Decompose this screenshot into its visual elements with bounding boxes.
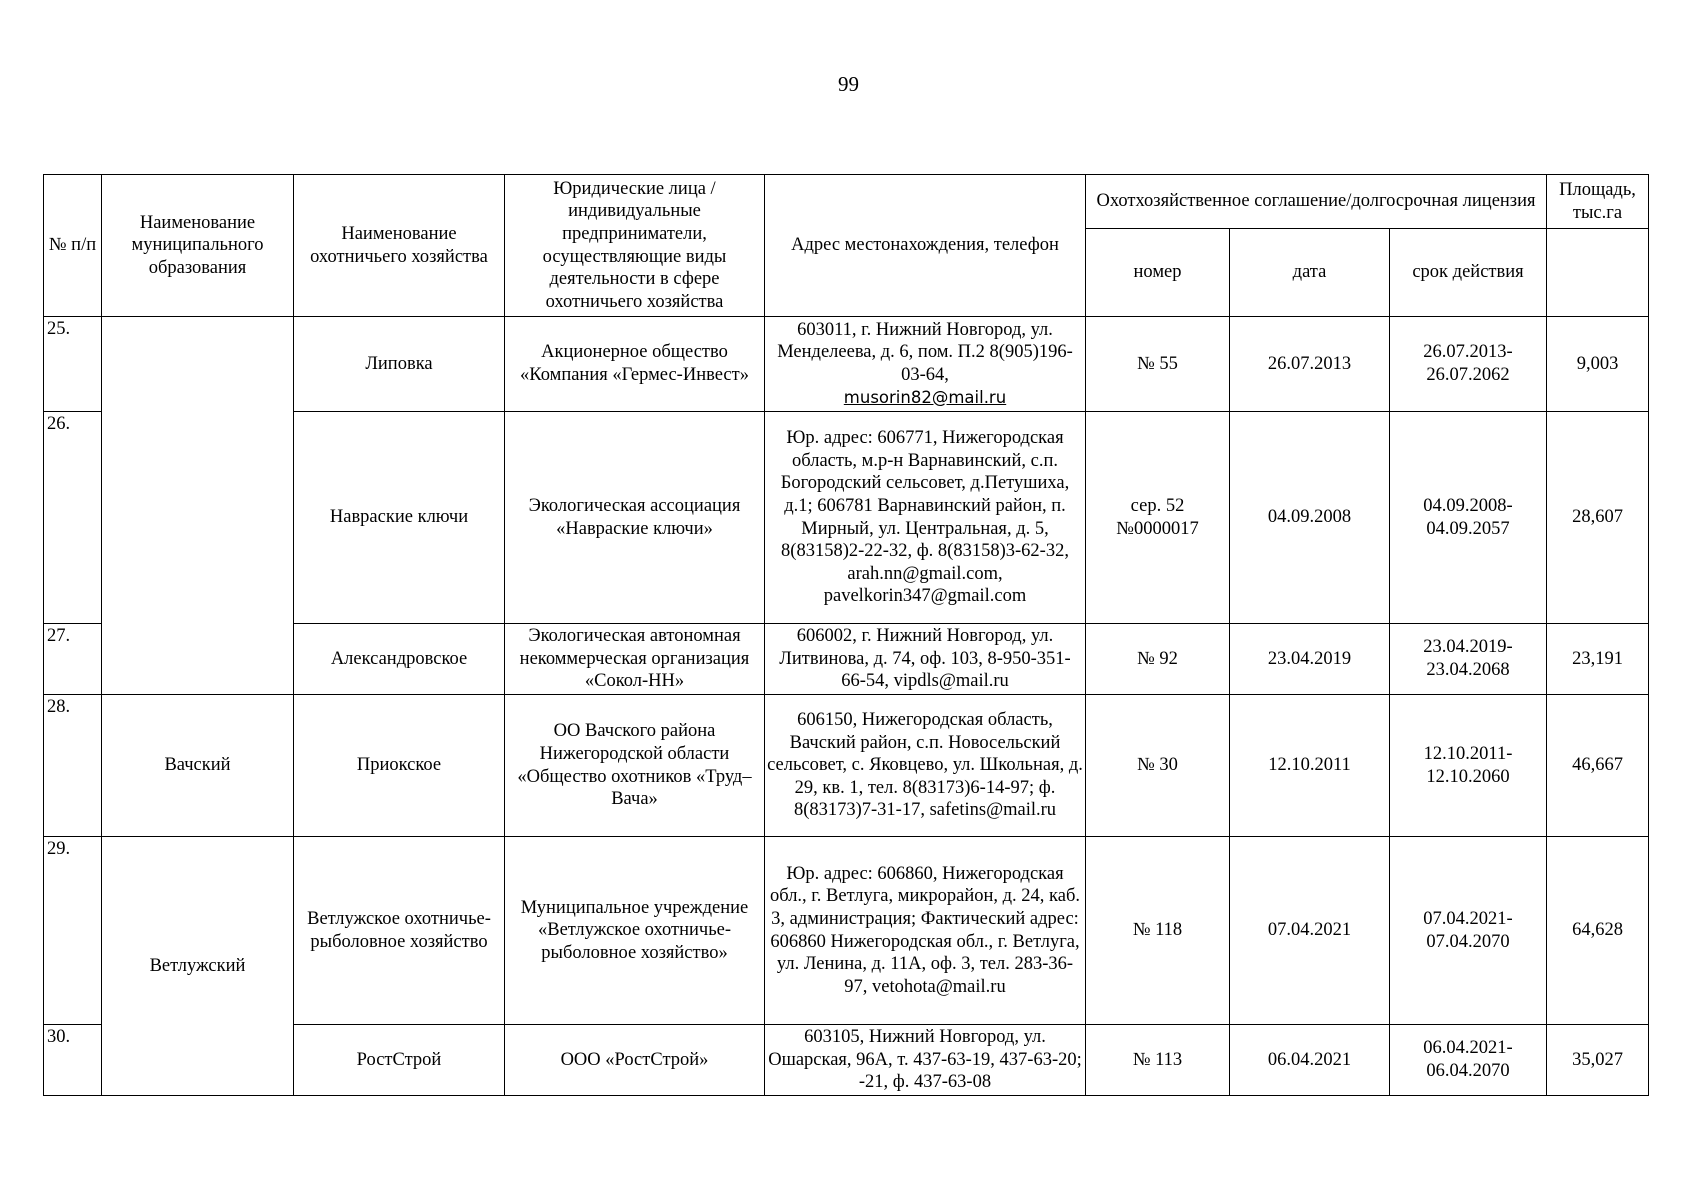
hunting-ground-cell: Александровское	[294, 624, 505, 695]
agreement-number-cell: № 113	[1086, 1025, 1230, 1096]
area-cell: 64,628	[1547, 837, 1649, 1025]
row-num: 28.	[44, 695, 102, 837]
validity-cell: 23.04.2019-23.04.2068	[1390, 624, 1547, 695]
agreement-number-cell: № 92	[1086, 624, 1230, 695]
legal-entity-cell: ОО Вачского района Нижегородской области «Общество охотников «Труд–Вача»	[505, 695, 765, 837]
municipality-cell: Вачский	[102, 695, 294, 837]
address-text: 603011, г. Нижний Новгород, ул. Менделеева, д. 6, пом. П.2 8(905)196-03-64,	[777, 319, 1073, 385]
area-cell: 35,027	[1547, 1025, 1649, 1096]
agreement-date-cell: 23.04.2019	[1230, 624, 1390, 695]
address-cell: 606002, г. Нижний Новгород, ул. Литвинова, д. 74, оф. 103, 8-950-351-66-54, vipdls@mail.ru	[765, 624, 1086, 695]
address-cell: Юр. адрес: 606860, Нижегородская обл., г. Ветлуга, микрорайон, д. 24, каб. 3, администрация; Фактический адрес: 606860 Нижегородская обл., г. Ветлуга, ул. Ленина, д. 11А, оф. 3, тел. 283-36-97, vetohota@mail.ru	[765, 837, 1086, 1025]
header-municipality: Наименование муниципального образования	[102, 175, 294, 317]
validity-cell: 12.10.2011-12.10.2060	[1390, 695, 1547, 837]
legal-entity-cell: Экологическая автономная некоммерческая организация «Сокол-НН»	[505, 624, 765, 695]
agreement-date-cell: 07.04.2021	[1230, 837, 1390, 1025]
municipality-cell	[102, 317, 294, 695]
area-cell: 46,667	[1547, 695, 1649, 837]
hunting-ground-cell: Навраские ключи	[294, 412, 505, 624]
table-row	[44, 317, 1649, 412]
header-area-blank	[1547, 229, 1649, 317]
area-cell: 23,191	[1547, 624, 1649, 695]
agreement-date-cell: 06.04.2021	[1230, 1025, 1390, 1096]
agreement-number-cell: № 30	[1086, 695, 1230, 837]
hunting-grounds-table	[43, 174, 1649, 1096]
validity-cell: 04.09.2008-04.09.2057	[1390, 412, 1547, 624]
address-cell: Юр. адрес: 606771, Нижегородская область, м.р-н Варнавинский, с.п. Богородский сельсовет, д.Петушиха, д.1; 606781 Варнавинский район, п. Мирный, ул. Центральная, д. 5, 8(83158)2-22-32, ф. 8(83158)3-62-32, arah.nn@gmail.com, pavelkorin347@gmail.com	[765, 412, 1086, 624]
municipality-cell: Ветлужский	[102, 837, 294, 1096]
row-num: 27.	[44, 624, 102, 695]
legal-entity-cell: ООО «РостСтрой»	[505, 1025, 765, 1096]
header-hunting-ground: Наименование охотничьего хозяйства	[294, 175, 505, 317]
agreement-number-cell: № 118	[1086, 837, 1230, 1025]
legal-entity-cell: Экологическая ассоциация «Навраские ключи»	[505, 412, 765, 624]
row-num: 26.	[44, 412, 102, 624]
header-date: дата	[1230, 229, 1390, 317]
validity-cell: 06.04.2021-06.04.2070	[1390, 1025, 1547, 1096]
agreement-number-cell: сер. 52 №0000017	[1086, 412, 1230, 624]
agreement-number-cell: № 55	[1086, 317, 1230, 412]
address-cell: 603105, Нижний Новгород, ул. Ошарская, 96А, т. 437-63-19, 437-63-20; -21, ф. 437-63-08	[765, 1025, 1086, 1096]
header-validity: срок действия	[1390, 229, 1547, 317]
hunting-ground-cell: Приокское	[294, 695, 505, 837]
table-header	[44, 175, 1649, 317]
area-cell: 9,003	[1547, 317, 1649, 412]
agreement-date-cell: 12.10.2011	[1230, 695, 1390, 837]
hunting-ground-cell: РостСтрой	[294, 1025, 505, 1096]
page-number: 99	[838, 72, 859, 96]
validity-cell: 26.07.2013-26.07.2062	[1390, 317, 1547, 412]
row-num: 25.	[44, 317, 102, 412]
area-cell: 28,607	[1547, 412, 1649, 624]
hunting-ground-cell: Липовка	[294, 317, 505, 412]
hunting-ground-cell: Ветлужское охотничье-рыболовное хозяйство	[294, 837, 505, 1025]
header-area: Площадь, тыс.га	[1547, 175, 1649, 229]
header-agreement-group: Охотхозяйственное соглашение/долгосрочная лицензия	[1086, 175, 1547, 229]
header-address: Адрес местонахождения, телефон	[765, 175, 1086, 317]
header-number: номер	[1086, 229, 1230, 317]
address-cell: 606150, Нижегородская область, Вачский район, с.п. Новосельский сельсовет, с. Яковцево, ул. Школьная, д. 29, кв. 1, тел. 8(83173)6-14-97; ф. 8(83173)7-31-17, safetins@mail.ru	[765, 695, 1086, 837]
address-cell	[765, 317, 1086, 412]
legal-entity-cell: Акционерное общество «Компания «Гермес-Инвест»	[505, 317, 765, 412]
header-num: № п/п	[44, 175, 102, 317]
table-row	[44, 695, 1649, 837]
email-link[interactable]: musorin82@mail.ru	[843, 387, 1007, 407]
agreement-date-cell: 26.07.2013	[1230, 317, 1390, 412]
validity-cell: 07.04.2021-07.04.2070	[1390, 837, 1547, 1025]
table-row	[44, 837, 1649, 1025]
agreement-date-cell: 04.09.2008	[1230, 412, 1390, 624]
row-num: 29.	[44, 837, 102, 1025]
legal-entity-cell: Муниципальное учреждение «Ветлужское охотничье-рыболовное хозяйство»	[505, 837, 765, 1025]
header-legal-entity: Юридические лица / индивидуальные предприниматели, осуществляющие виды деятельности в сфере охотничьего хозяйства	[505, 175, 765, 317]
row-num: 30.	[44, 1025, 102, 1096]
